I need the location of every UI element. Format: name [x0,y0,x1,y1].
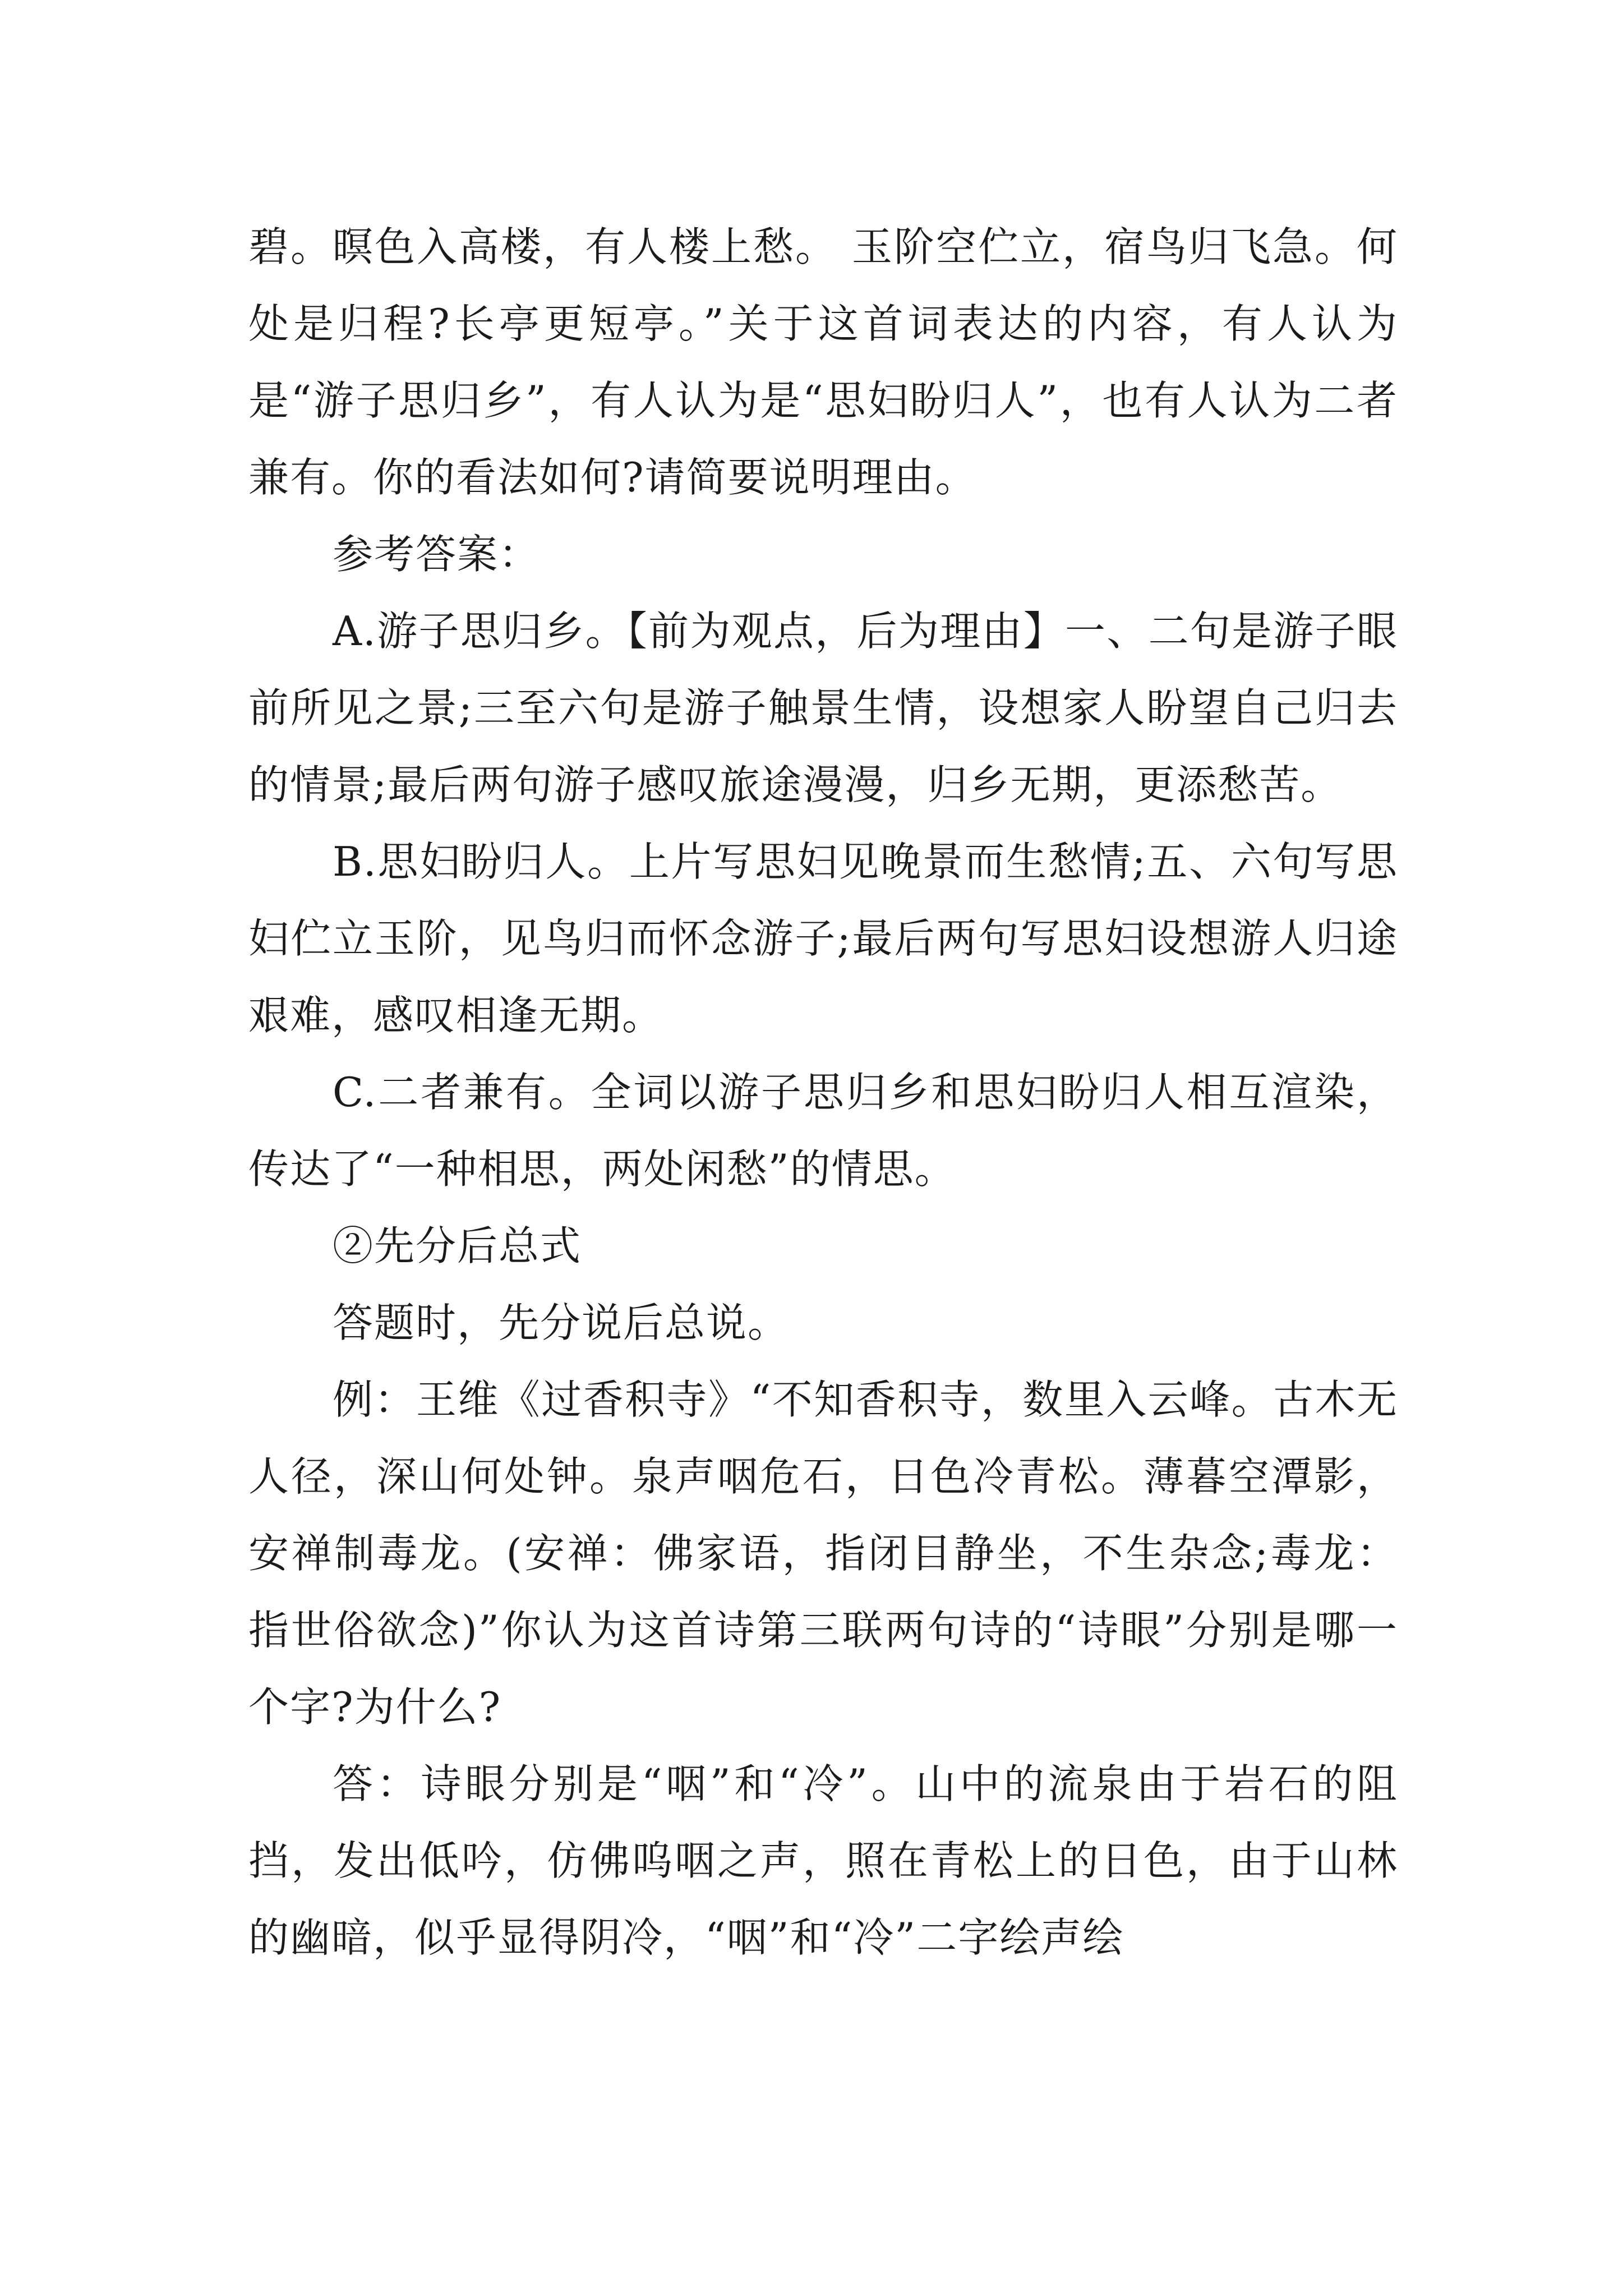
paragraph-question-continuation: 碧。暝色入高楼，有人楼上愁。 玉阶空伫立，宿鸟归飞急。何处是归程?长亭更短亭。”关于这首词表达的内容，有人认为是“游子思归乡”，有人认为是“思妇盼归人”，也有人认为二者兼有。你的看法如何?请简要说明理由。 [248,223,1398,501]
paragraph-answer-c: C.二者兼有。全词以游子思归乡和思妇盼归人相互渲染，传达了“一种相思，两处闲愁”的情思。 [248,1069,1398,1193]
paragraph-section-heading: ②先分后总式 [333,1222,582,1269]
paragraph-answer-b: B.思妇盼归人。上片写思妇见晚景而生愁情;五、六句写思妇伫立玉阶，见鸟归而怀念游子;最后两句写思妇设想游人归途艰难，感叹相逢无期。 [248,838,1398,1039]
paragraph-example: 例：王维《过香积寺》“不知香积寺，数里入云峰。古木无人径，深山何处钟。泉声咽危石，日色冷青松。薄暮空潭影，安禅制毒龙。(安禅：佛家语，指闭目静坐，不生杂念;毒龙：指世俗欲念)”你认为这首诗第三联两句诗的“诗眼”分别是哪一个字?为什么? [248,1376,1398,1731]
paragraph-answer-a: A.游子思归乡。【前为观点，后为理由】一、二句是游子眼前所见之景;三至六句是游子触景生情，设想家人盼望自己归去的情景;最后两句游子感叹旅途漫漫，归乡无期，更添愁苦。 [248,608,1398,808]
document-body [248,209,1398,1976]
paragraph-answer-heading: 参考答案： [333,531,541,578]
paragraph-section-intro: 答题时，先分说后总说。 [333,1299,790,1346]
paragraph-example-answer: 答：诗眼分别是“咽”和“冷”。山中的流泉由于岩石的阻挡，发出低吟，仿佛呜咽之声，照在青松上的日色，由于山林的幽暗，似乎显得阴冷，“咽”和“冷”二字绘声绘 [248,1760,1398,1961]
